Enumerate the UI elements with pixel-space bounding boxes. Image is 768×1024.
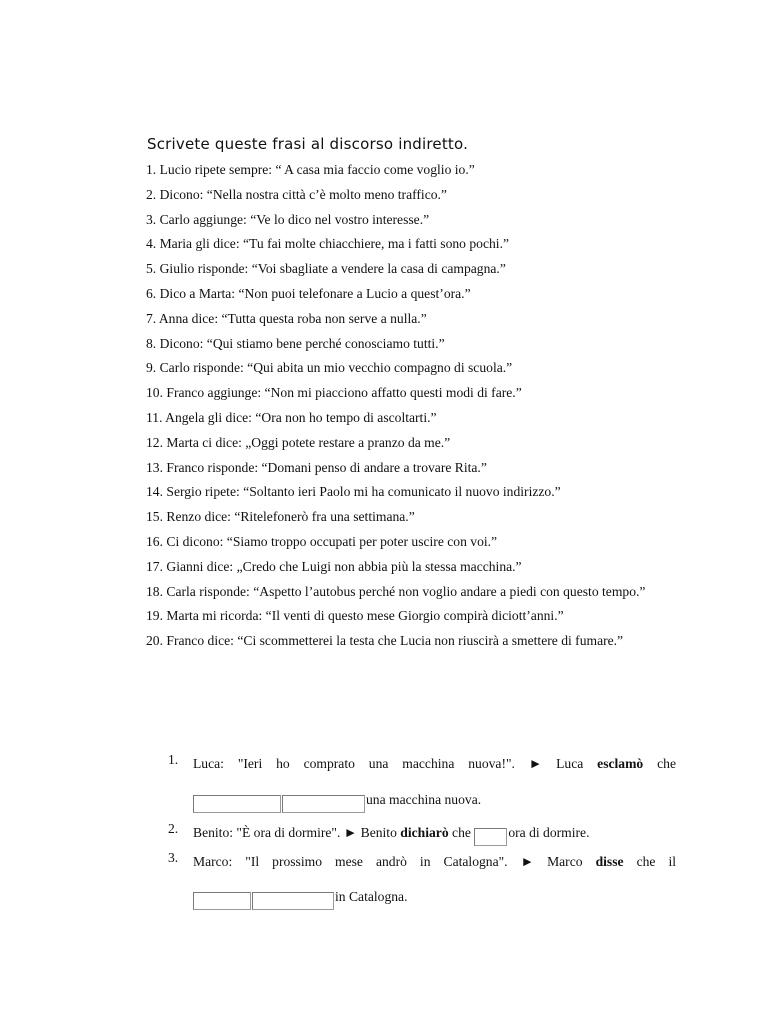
sentence-item: 15. Renzo dice: “Ritelefonerò fra una settimana.” — [146, 509, 415, 525]
sentence-item: 20. Franco dice: “Ci scommetterei la testa che Lucia non riuscirà a smettere di fumare.” — [146, 633, 624, 649]
sentence-item: 4. Maria gli dice: “Tu fai molte chiacchiere, ma i fatti sono pochi.” — [146, 236, 510, 252]
sentence-item: 14. Sergio ripete: “Soltanto ieri Paolo mi ha comunicato il nuovo indirizzo.” — [146, 484, 561, 500]
exercise-item-1 — [168, 752, 676, 813]
sentence-item: 18. Carla risponde: “Aspetto l’autobus perché non voglio andare a piedi con questo tempo.” — [146, 583, 646, 599]
exercise-verb: disse — [595, 854, 624, 869]
exercise-answer-line — [193, 788, 676, 813]
sentence-item: 7. Anna dice: “Tutta questa roba non serve a nulla.” — [146, 310, 427, 326]
sentence-item: 6. Dico a Marta: “Non puoi telefonare a Lucio a quest’ora.” — [146, 285, 471, 301]
exercise-connector: che il — [636, 854, 676, 869]
exercise-answer-line — [193, 885, 676, 910]
exercise-title: Scrivete queste frasi al discorso indiretto. — [147, 135, 469, 153]
exercise-item-2 — [168, 821, 676, 846]
exercise-prompt-line — [193, 752, 676, 776]
sentence-item: 3. Carlo aggiunge: “Ve lo dico nel vostro interesse.” — [146, 211, 430, 227]
exercise-number: 2. — [168, 821, 179, 836]
sentence-item: 19. Marta mi ricorda: “Il venti di questo mese Giorgio compirà diciott’anni.” — [146, 608, 564, 624]
exercise-tail: ora di dormire. — [508, 825, 590, 840]
sentence-item: 13. Franco risponde: “Domani penso di andare a trovare Rita.” — [146, 459, 487, 475]
exercise-prompt: Luca: "Ieri ho comprato una macchina nuova!". ► Luca — [193, 756, 584, 771]
exercise-prompt: Benito: "È ora di dormire". ► Benito — [193, 825, 397, 840]
sentence-item: 8. Dicono: “Qui stiamo bene perché conosciamo tutti.” — [146, 335, 445, 351]
sentence-item: 9. Carlo risponde: “Qui abita un mio vecchio compagno di scuola.” — [146, 360, 513, 376]
sentence-item: 12. Marta ci dice: „Oggi potete restare a pranzo da me.” — [146, 434, 451, 450]
fill-in-exercise — [168, 752, 676, 910]
exercise-verb: dichiarò — [400, 825, 449, 840]
exercise-number: 1. — [168, 752, 179, 767]
exercise-prompt-line — [193, 821, 676, 846]
exercise-prompt: Marco: "Il prossimo mese andrò in Catalogna". ► Marco — [193, 854, 583, 869]
sentence-item: 16. Ci dicono: “Siamo troppo occupati per poter uscire con voi.” — [146, 533, 498, 549]
sentence-list — [146, 158, 676, 654]
exercise-verb: esclamò — [597, 756, 644, 771]
answer-input[interactable] — [193, 795, 281, 813]
exercise-tail: una macchina nuova. — [366, 792, 482, 807]
exercise-connector: che — [657, 756, 676, 771]
answer-input[interactable] — [193, 892, 251, 910]
sentence-item: 17. Gianni dice: „Credo che Luigi non abbia più la stessa macchina.” — [146, 558, 522, 574]
exercise-prompt-line — [193, 850, 676, 874]
answer-input[interactable] — [282, 795, 365, 813]
exercise-number: 3. — [168, 850, 179, 865]
exercise-item-3 — [168, 850, 676, 910]
sentence-item: 10. Franco aggiunge: “Non mi piacciono affatto questi modi di fare.” — [146, 385, 522, 401]
sentence-item: 2. Dicono: “Nella nostra città c’è molto meno traffico.” — [146, 186, 447, 202]
exercise-connector: che — [452, 825, 471, 840]
sentence-item: 1. Lucio ripete sempre: “ A casa mia faccio come voglio io.” — [146, 162, 475, 177]
sentence-item: 5. Giulio risponde: “Voi sbagliate a vendere la casa di campagna.” — [146, 261, 506, 277]
exercise-tail: in Catalogna. — [335, 889, 408, 904]
sentence-item: 11. Angela gli dice: “Ora non ho tempo di ascoltarti.” — [146, 409, 437, 425]
answer-input[interactable] — [252, 892, 334, 910]
answer-input[interactable] — [474, 828, 507, 846]
